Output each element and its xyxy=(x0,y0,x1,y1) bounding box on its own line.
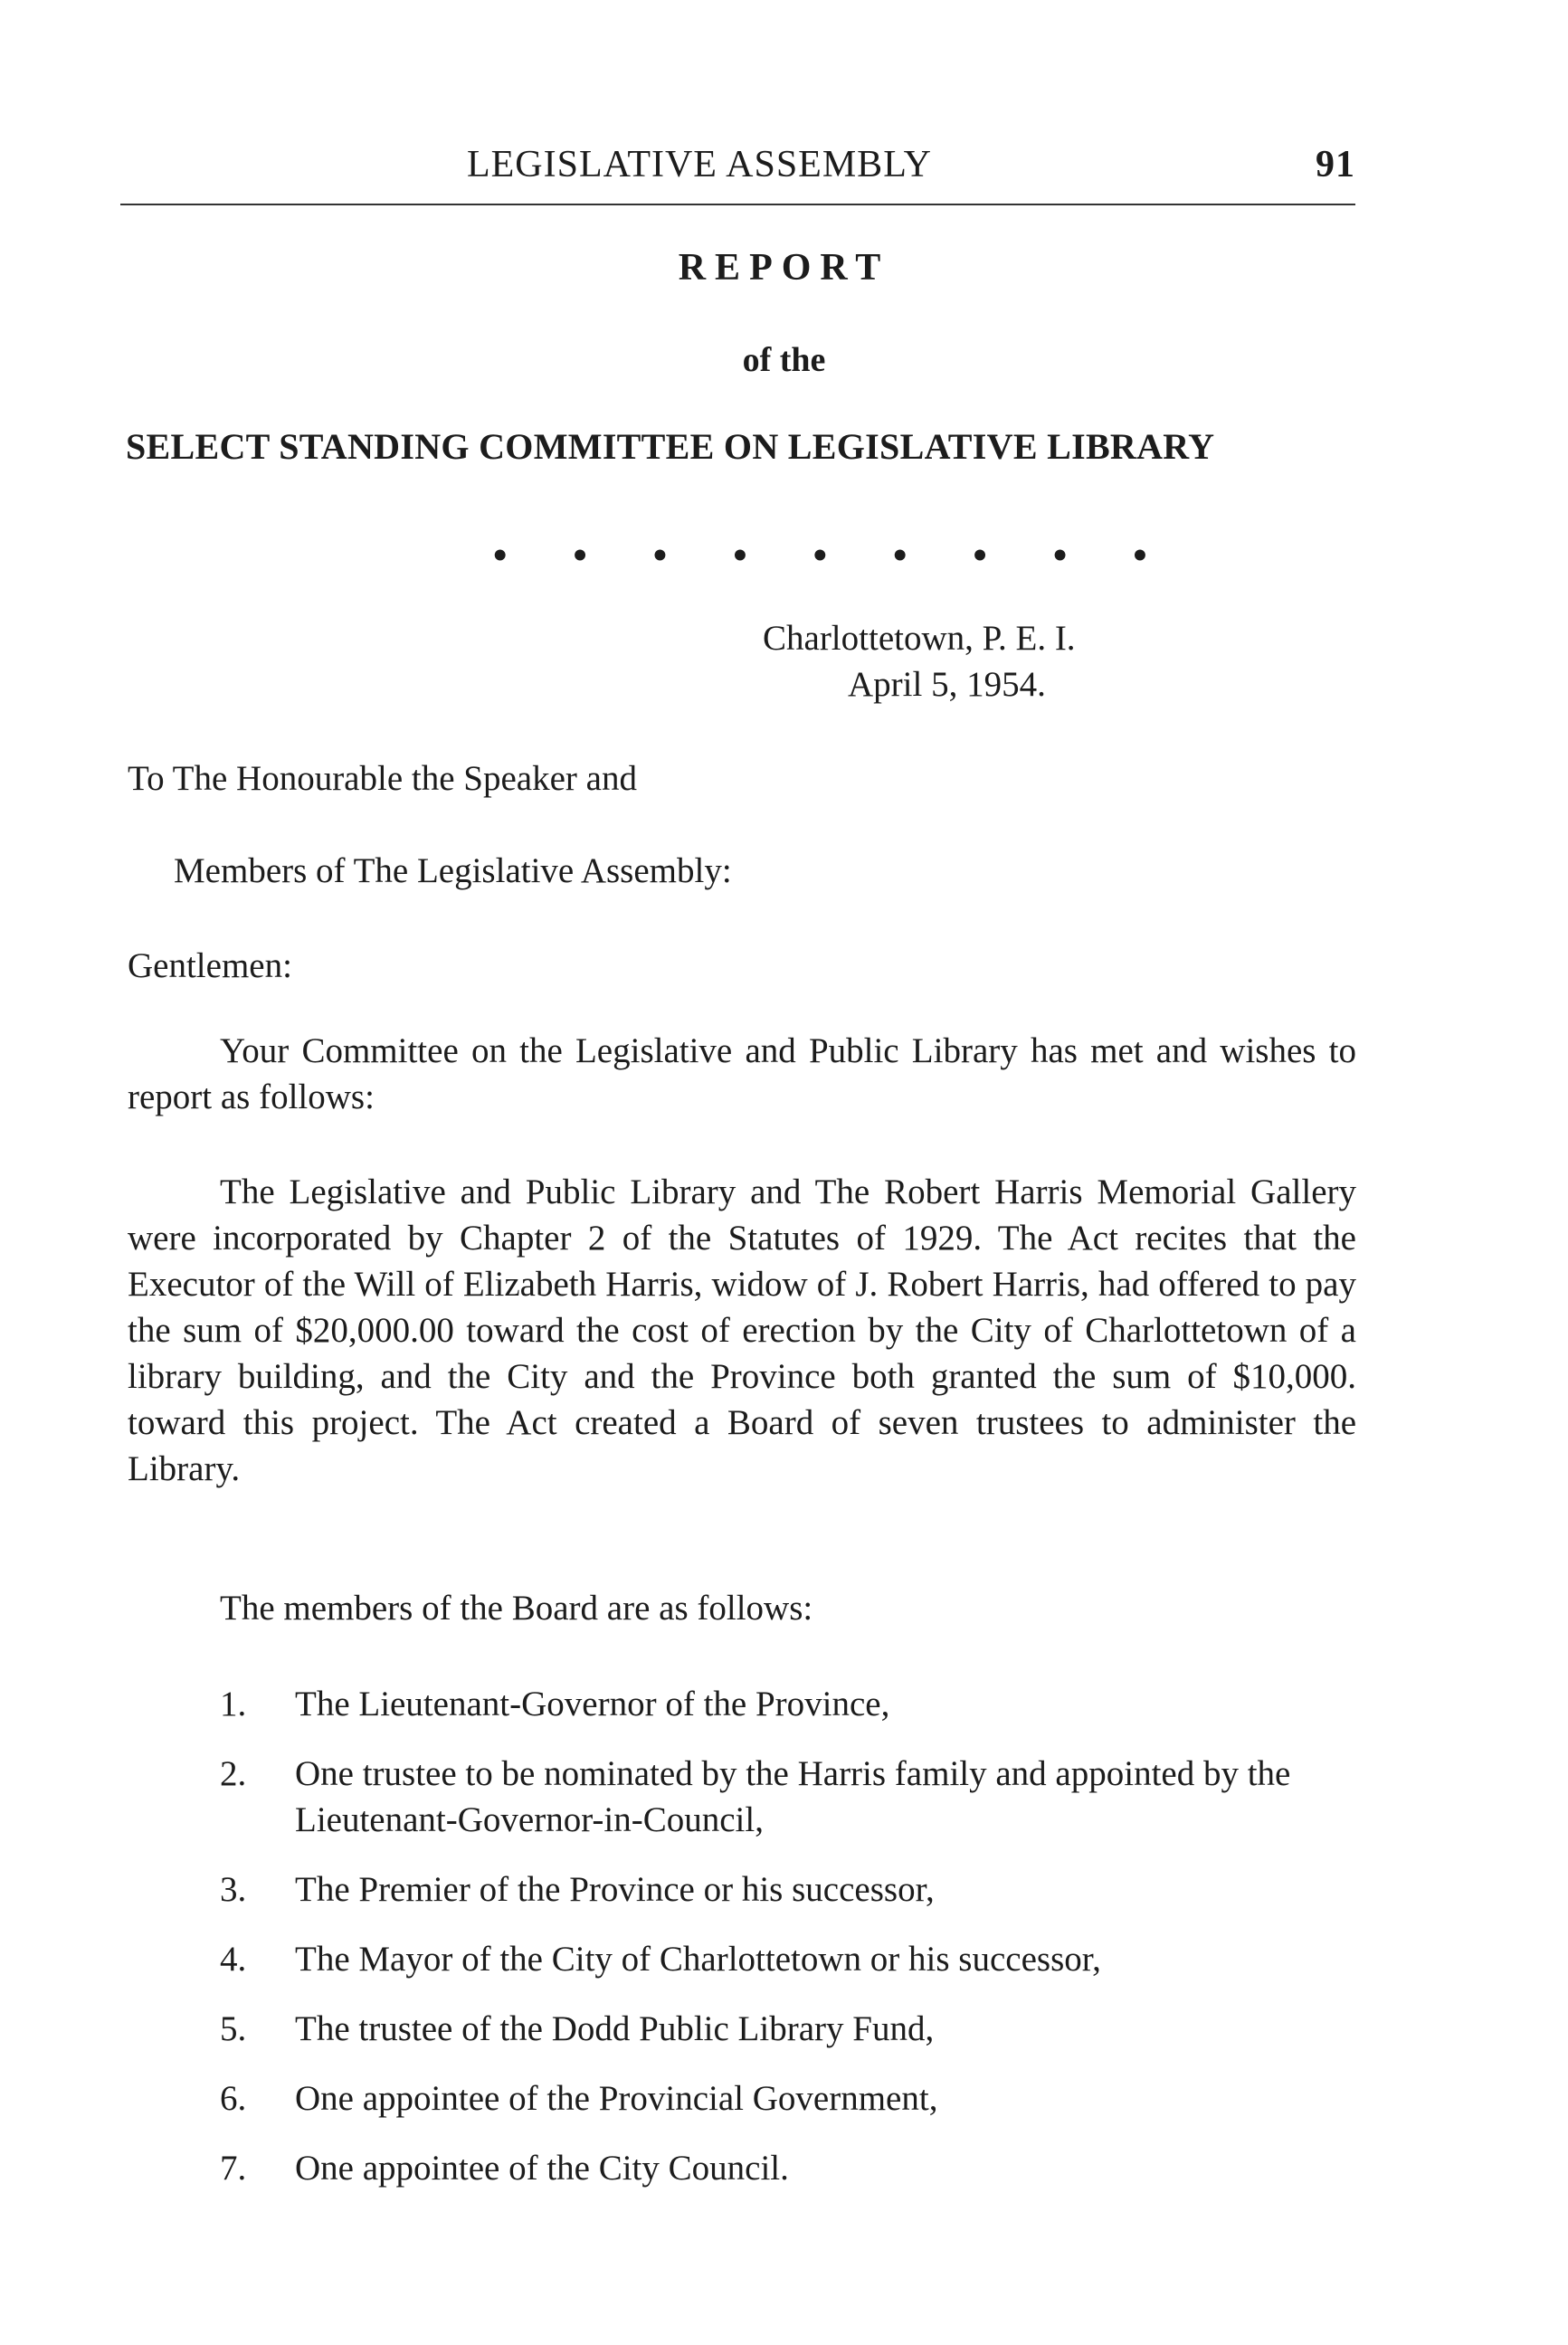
list-item-text: One trustee to be nominated by the Harris family and appointed by the Lieutenant-Governor-in-Council, xyxy=(295,1754,1291,1839)
dateline-place: Charlottetown, P. E. I. xyxy=(763,619,1076,658)
list-item xyxy=(220,2006,1356,2052)
address-line-1: To The Honourable the Speaker and xyxy=(128,759,637,798)
of-the-heading: of the xyxy=(742,341,826,379)
running-title: LEGISLATIVE ASSEMBLY xyxy=(467,144,932,185)
list-item xyxy=(220,1936,1356,1982)
list-item-number: 7. xyxy=(220,2149,247,2188)
dot-separator: • • • • • • • • • xyxy=(493,533,1175,577)
paragraph-1: Your Committee on the Legislative and Public Library has met and wishes to report as follows: xyxy=(128,1031,1356,1116)
list-item xyxy=(220,1681,1356,1727)
list-item-text: The Premier of the Province or his successor, xyxy=(295,1870,935,1909)
header-rule xyxy=(120,204,1355,205)
list-item-number: 4. xyxy=(220,1940,247,1979)
list-item xyxy=(220,2145,1356,2191)
list-item-text: One appointee of the City Council. xyxy=(295,2149,789,2188)
page-number: 91 xyxy=(1316,144,1355,185)
members-intro: The members of the Board are as follows: xyxy=(220,1589,813,1628)
list-item-number: 6. xyxy=(220,2079,247,2118)
report-heading: REPORT xyxy=(678,247,890,289)
list-item-text: One appointee of the Provincial Government, xyxy=(295,2079,938,2118)
list-item-number: 2. xyxy=(220,1754,247,1793)
salutation: Gentlemen: xyxy=(128,946,292,985)
list-item-text: The Lieutenant-Governor of the Province, xyxy=(295,1685,890,1723)
paragraph-2: The Legislative and Public Library and The Robert Harris Memorial Gallery were incorporated by Chapter 2 of the Statutes of 1929. The Act recites that the Executor of the Will of Elizabeth Harris, widow of J. Robert Harris, had offered to pay the sum of $20,000.00 toward the cost of erection by the City of Charlottetown of a library building, and the City and the Province both granted the sum of $10,000. toward this project. The Act created a Board of seven trustees to administer the Library. xyxy=(128,1172,1356,1488)
list-item-text: The Mayor of the City of Charlottetown or his successor, xyxy=(295,1940,1101,1979)
committee-heading: SELECT STANDING COMMITTEE ON LEGISLATIVE LIBRARY xyxy=(126,426,1215,467)
address-line-2: Members of The Legislative Assembly: xyxy=(174,851,732,890)
list-item xyxy=(220,1751,1356,1843)
dateline-date: April 5, 1954. xyxy=(848,665,1046,704)
list-item-number: 5. xyxy=(220,2009,247,2048)
running-header xyxy=(120,143,1355,197)
list-item xyxy=(220,2075,1356,2122)
list-item-number: 3. xyxy=(220,1870,247,1909)
members-list xyxy=(220,1681,1356,2215)
list-item-text: The trustee of the Dodd Public Library Fund, xyxy=(295,2009,935,2048)
list-item-number: 1. xyxy=(220,1685,247,1723)
list-item xyxy=(220,1866,1356,1913)
dateline xyxy=(763,615,1076,707)
